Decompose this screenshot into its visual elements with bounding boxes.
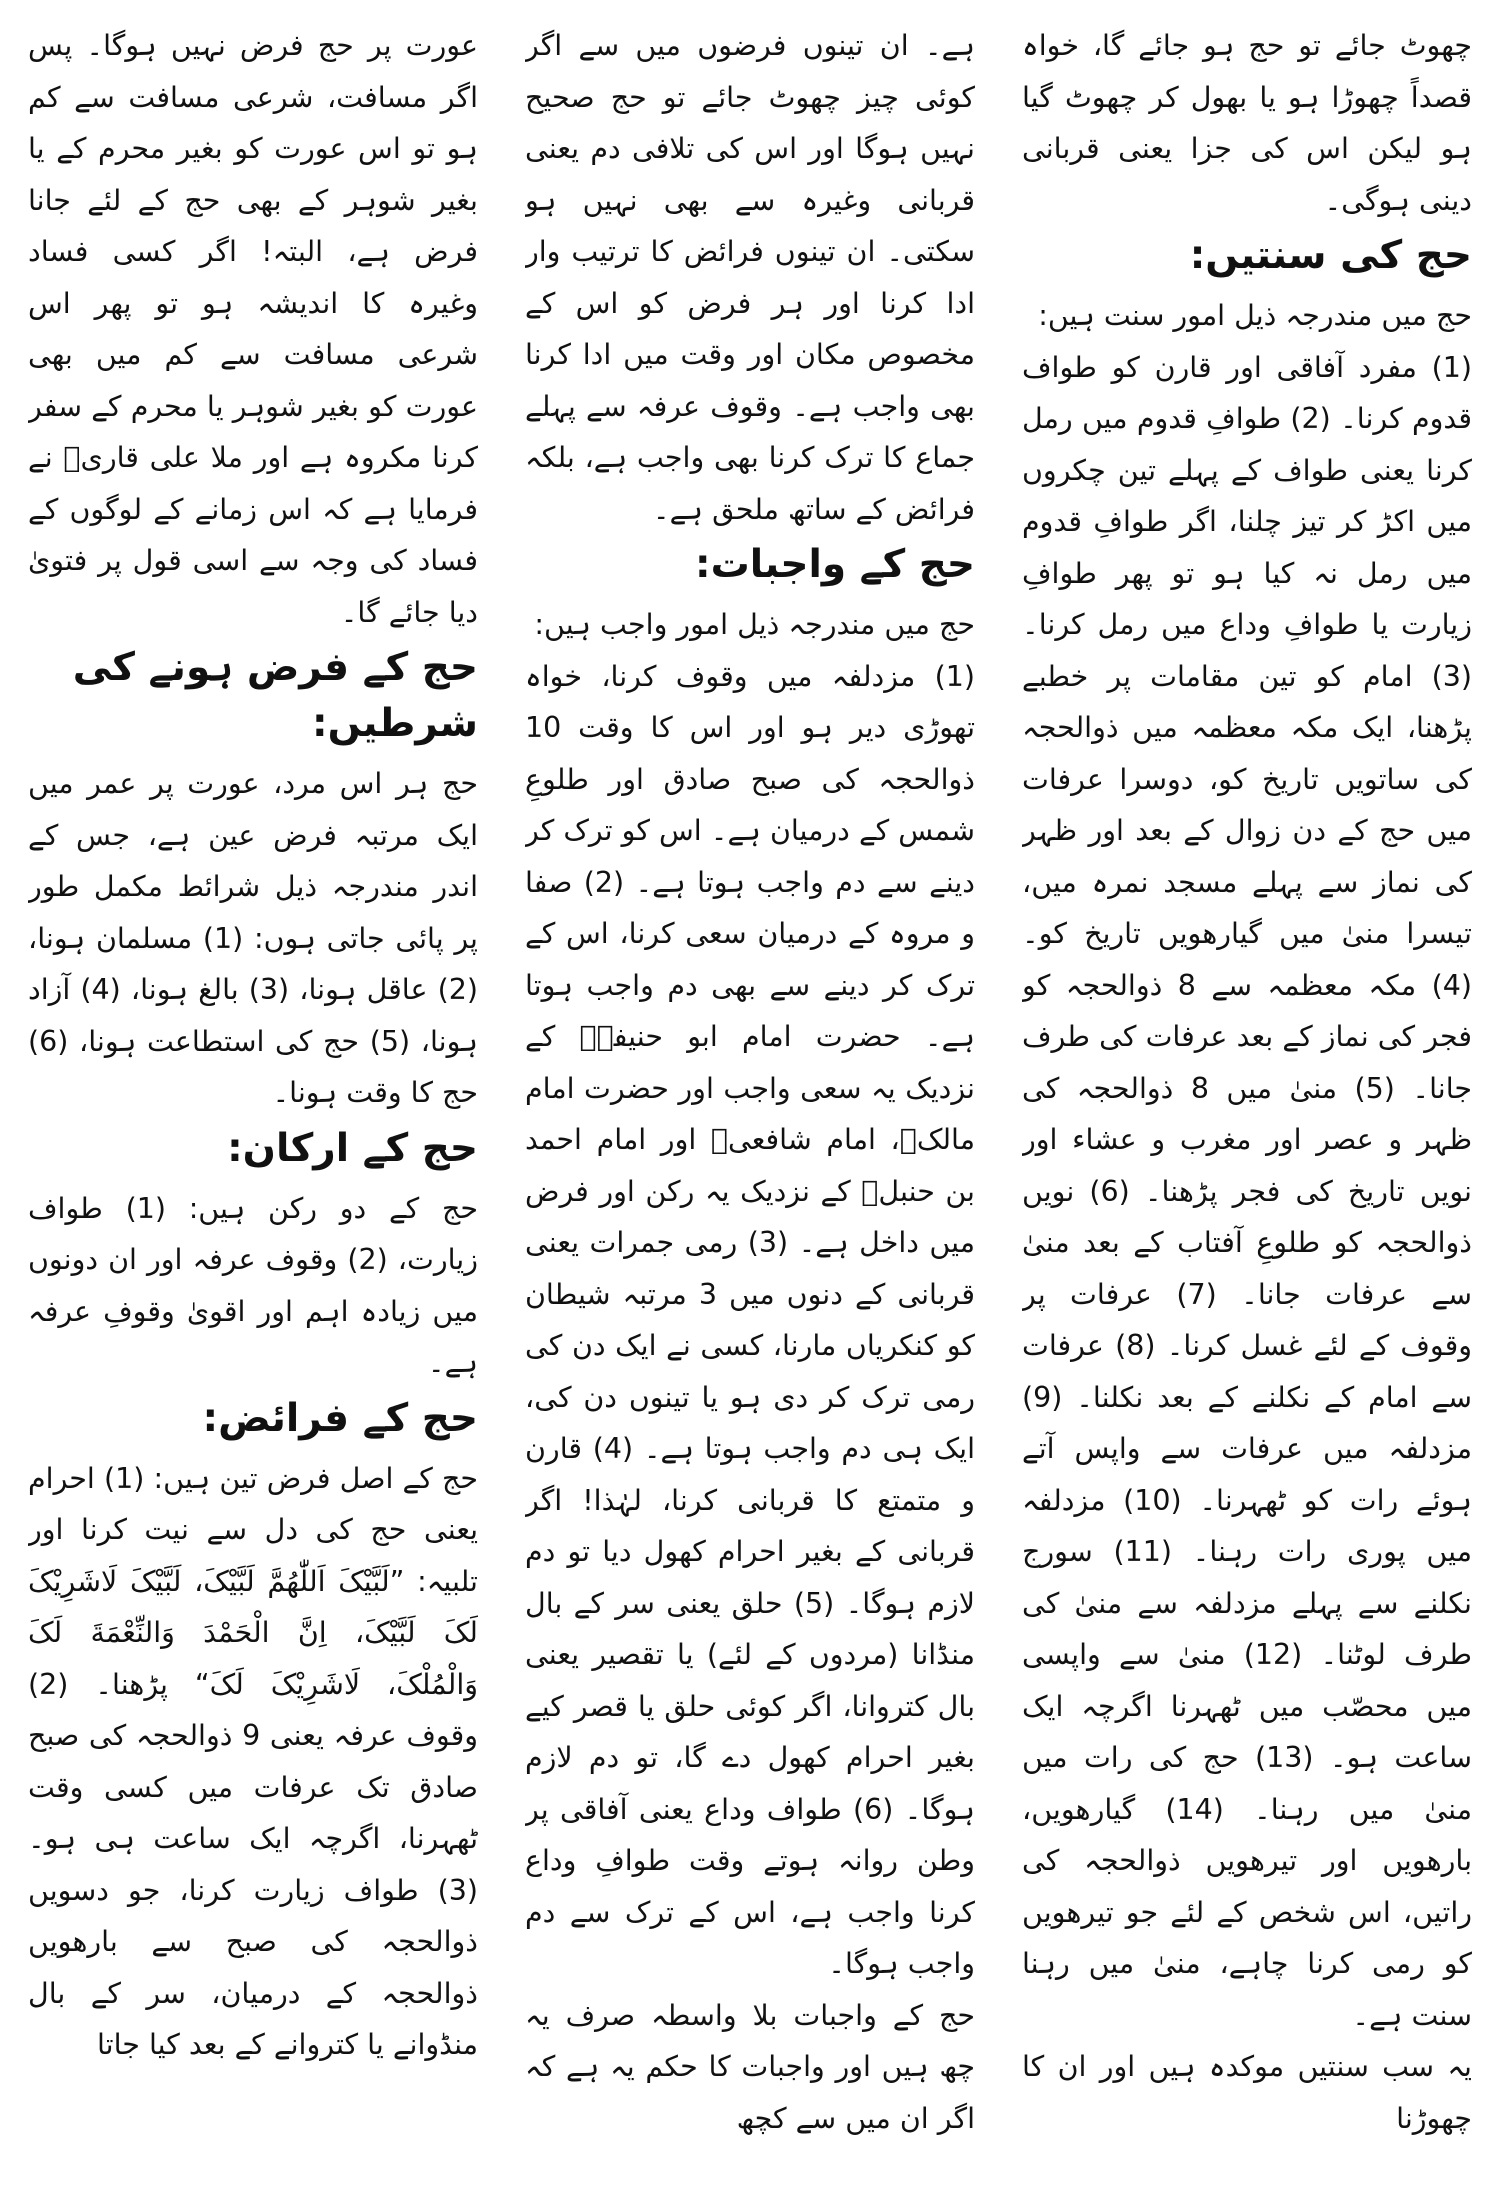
paragraph-conditions: حج ہر اس مرد، عورت پر عمر میں ایک مرتبہ فرض عین ہے، جس کے اندر مندرجہ ذیل شرائط مکمل طور پر پائی جاتی ہوں: (1) مسلمان ہونا، (2) عاقل ہونا، (3) بالغ ہونا، (4) آزاد ہونا، (5) حج کی استطاعت ہونا، (6) حج کا وقت ہونا۔ xyxy=(28,767,478,1109)
paragraph-wajibat: (1) مزدلفہ میں وقوف کرنا، خواہ تھوڑی دیر ہو اور اس کا وقت 10 ذوالحجہ کی صبح صادق اور طلوعِ شمس کے درمیان ہے۔ اس کو ترک کر دینے سے دم واجب ہوتا ہے۔ (2) صفا و مروہ کے درمیان سعی کرنا، اس کے ترک کر دینے سے بھی دم واجب ہوتا ہے۔ حضرت امام ابو حنیفہؒ کے نزدیک یہ سعی واجب اور حضرت امام مالکؒ، امام شافعیؒ اور امام احمد بن حنبلؒ کے نزدیک یہ رکن اور فرض میں داخل ہے۔ (3) رمی جمرات یعنی قربانی کے دنوں میں 3 مرتبہ شیطان کو کنکریاں مارنا، کسی نے ایک دن کی رمی ترک کر دی ہو یا تینوں دن کی، ایک ہی دم واجب ہوتا ہے۔ (4) قارن و متمتع کا قربانی کرنا، لہٰذا! اگر قربانی کے بغیر احرام کھول دیا تو دم لازم ہوگا۔ (5) حلق یعنی سر کے بال منڈانا (مردوں کے لئے) یا تقصیر یعنی بال کتروانا، اگر کوئی حلق یا قصر کیے بغیر احرام کھول دے گا، تو دم لازم ہوگا۔ (6) طواف وداع یعنی آفاقی پر وطن روانہ ہوتے وقت طوافِ وداع کرنا واجب ہے، اس کے ترک سے دم واجب ہوگا۔ xyxy=(525,659,975,1980)
column-left xyxy=(1022,20,1472,2180)
heading-arkan: حج کے ارکان: xyxy=(227,1125,478,1171)
paragraph-faraiz: حج کے اصل فرض تین ہیں: (1) احرام یعنی حج کی دل سے نیت کرنا اور تلبیہ: ”لَبَّیْکَ اَللّٰھُمَّ لَبَّیْکَ، لَبَّیْکَ لَاشَرِیْکَ لَکَ لَبَّیْکَ، اِنَّ الْحَمْدَ وَالنِّعْمَةَ لَکَ وَالْمُلْکَ، لَاشَرِیْکَ لَکَ“ پڑھنا۔ (2) وقوف عرفہ یعنی 9 ذوالحجہ کی صبح صادق تک عرفات میں کسی وقت ٹھہرنا، اگرچہ ایک ساعت ہی ہو۔ (3) طواف زیارت کرنا، جو دسویں ذوالحجہ کی صبح سے بارھویں ذوالحجہ کے درمیان، سر کے بال منڈوانے یا کتروانے کے بعد کیا جاتا xyxy=(28,1461,478,2061)
paragraph-sunan-summary: یہ سب سنتیں موکدہ ہیں اور ان کا چھوڑنا xyxy=(1022,2050,1472,2135)
paragraph-wajibat-summary: حج کے واجبات بلا واسطہ صرف یہ چھ ہیں اور واجبات کا حکم یہ ہے کہ اگر ان میں سے کچھ xyxy=(525,1998,975,2135)
paragraph-mahram: عورت پر حج فرض نہیں ہوگا۔ پس اگر مسافت، شرعی مسافت سے کم ہو تو اس عورت کو بغیر محرم کے یا بغیر شوہر کے بھی حج کے لئے جانا فرض ہے، البتہ! اگر کسی فساد وغیرہ کا اندیشہ ہو تو پھر اس شرعی مسافت سے کم میں بھی عورت کو بغیر شوہر یا محرم کے سفر کرنا مکروہ ہے اور ملا علی قاریؒ نے فرمایا ہے کہ اس زمانے کے لوگوں کے فساد کی وجہ سے اسی قول پر فتویٰ دیا جائے گا۔ xyxy=(28,29,478,629)
paragraph-faraiz-continued: ہے۔ ان تینوں فرضوں میں سے اگر کوئی چیز چھوٹ جائے تو حج صحیح نہیں ہوگا اور اس کی تلافی دم یعنی قربانی وغیرہ سے بھی نہیں ہو سکتی۔ ان تینوں فرائض کا ترتیب وار ادا کرنا اور ہر فرض کو اس کے مخصوص مکان اور وقت میں ادا کرنا بھی واجب ہے۔ وقوف عرفہ سے پہلے جماع کا ترک کرنا بھی واجب ہے، بلکہ فرائض کے ساتھ ملحق ہے۔ xyxy=(525,29,975,526)
paragraph-wajibat-continued: چھوٹ جائے تو حج ہو جائے گا، خواہ قصداً چھوڑا ہو یا بھول کر چھوٹ گیا ہو لیکن اس کی جزا یعنی قربانی دینی ہوگی۔ xyxy=(1022,29,1472,217)
heading-wajibat: حج کے واجبات: xyxy=(695,542,975,587)
paragraph-sunan-intro: حج میں مندرجہ ذیل امور سنت ہیں: xyxy=(1038,299,1472,332)
document-page xyxy=(28,20,1472,2180)
heading-faraiz: حج کے فرائض: xyxy=(202,1395,478,1441)
paragraph-wajibat-intro: حج میں مندرجہ ذیل امور واجب ہیں: xyxy=(534,608,975,641)
column-right xyxy=(28,20,478,2180)
heading-conditions: حج کے فرض ہونے کی شرطیں: xyxy=(72,645,478,746)
paragraph-sunan: (1) مفرد آفاقی اور قارن کو طواف قدوم کرنا۔ (2) طوافِ قدوم میں رمل کرنا یعنی طواف کے پہلے تین چکروں میں اکڑ کر تیز چلنا، اگر طوافِ قدوم میں رمل نہ کیا ہو تو پھر طوافِ زیارت یا طوافِ وداع میں رمل کرنا۔ (3) امام کو تین مقامات پر خطبے پڑھنا، ایک مکہ معظمہ میں ذوالحجہ کی ساتویں تاریخ کو، دوسرا عرفات میں حج کے دن زوال کے بعد اور ظہر کی نماز سے پہلے مسجد نمرہ میں، تیسرا منیٰ میں گیارھویں تاریخ کو۔ (4) مکہ معظمہ سے 8 ذوالحجہ کو فجر کی نماز کے بعد عرفات کی طرف جانا۔ (5) منیٰ میں 8 ذوالحجہ کی ظہر و عصر اور مغرب و عشاء اور نویں تاریخ کی فجر پڑھنا۔ (6) نویں ذوالحجہ کو طلوعِ آفتاب کے بعد منیٰ سے عرفات جانا۔ (7) عرفات پر وقوف کے لئے غسل کرنا۔ (8) عرفات سے امام کے نکلنے کے بعد نکلنا۔ (9) مزدلفہ میں عرفات سے واپس آتے ہوئے رات کو ٹھہرنا۔ (10) مزدلفہ میں پوری رات رہنا۔ (11) سورج نکلنے سے پہلے مزدلفہ سے منیٰ کی طرف لوٹنا۔ (12) منیٰ سے واپسی میں محصّب میں ٹھہرنا اگرچہ ایک ساعت ہو۔ (13) حج کی رات میں منیٰ میں رہنا۔ (14) گیارھویں، بارھویں اور تیرھویں ذوالحجہ کی راتیں، اس شخص کے لئے جو تیرھویں کو رمی کرنا چاہے، منیٰ میں رہنا سنت ہے۔ xyxy=(1022,350,1472,2032)
paragraph-arkan: حج کے دو رکن ہیں: (1) طواف زیارت، (2) وقوف عرفہ اور ان دونوں میں زیادہ اہم اور اقویٰ وقوفِ عرفہ ہے۔ xyxy=(28,1191,478,1379)
column-middle xyxy=(525,20,975,2180)
heading-sunan: حج کی سنتیں: xyxy=(1189,233,1472,278)
